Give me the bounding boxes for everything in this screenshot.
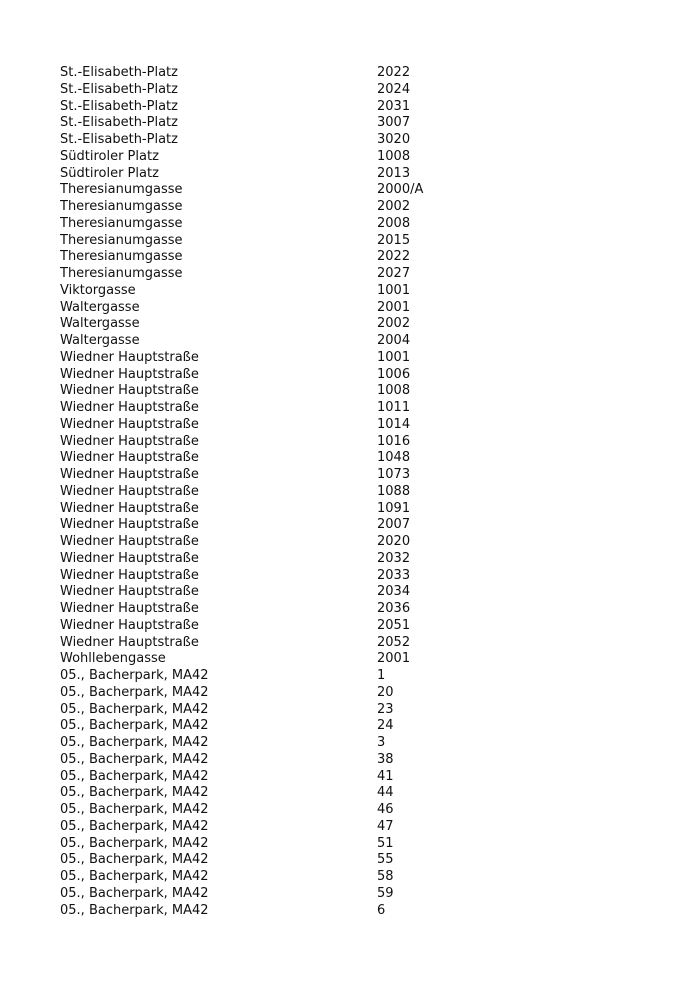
street-cell: Waltergasse	[60, 299, 140, 315]
street-cell: Wiedner Hauptstraße	[60, 467, 199, 482]
number-cell: 59	[377, 885, 394, 901]
table-row	[60, 601, 480, 618]
street-cell: St.-Elisabeth-Platz	[60, 132, 178, 147]
table-row	[60, 249, 480, 266]
street-cell: St.-Elisabeth-Platz	[60, 81, 178, 97]
number-cell: 2031	[377, 98, 411, 114]
number-cell: 44	[377, 785, 394, 801]
number-cell: 1008	[377, 383, 411, 399]
number-cell: 3	[377, 735, 386, 750]
number-cell: 2004	[377, 333, 411, 348]
street-cell: Wiedner Hauptstraße	[60, 534, 199, 549]
street-cell: Theresianumgasse	[60, 249, 183, 265]
table-row	[60, 568, 480, 585]
table-row	[60, 216, 480, 233]
street-cell: St.-Elisabeth-Platz	[60, 65, 178, 80]
table-row	[60, 132, 480, 149]
number-cell: 1091	[377, 500, 411, 516]
street-cell: Wohllebengasse	[60, 651, 166, 667]
street-cell: 05., Bacherpark, MA42	[60, 768, 209, 784]
table-row	[60, 852, 480, 869]
table-row	[60, 702, 480, 719]
number-cell: 2051	[377, 617, 411, 633]
street-cell: Wiedner Hauptstraße	[60, 450, 199, 466]
street-cell: 05., Bacherpark, MA42	[60, 852, 209, 868]
table-row	[60, 668, 480, 685]
address-table	[60, 65, 480, 919]
street-cell: Wiedner Hauptstraße	[60, 500, 199, 516]
table-row	[60, 635, 480, 652]
number-cell: 1008	[377, 148, 411, 164]
number-cell: 20	[377, 684, 394, 700]
number-cell: 2052	[377, 634, 411, 650]
number-cell: 55	[377, 852, 394, 868]
number-cell: 3020	[377, 132, 411, 147]
street-cell: Wiedner Hauptstraße	[60, 366, 199, 382]
number-cell: 1073	[377, 467, 411, 482]
number-cell: 2007	[377, 517, 411, 533]
street-cell: Wiedner Hauptstraße	[60, 584, 199, 600]
table-row	[60, 333, 480, 350]
street-cell: 05., Bacherpark, MA42	[60, 818, 209, 834]
table-row	[60, 802, 480, 819]
table-row	[60, 434, 480, 451]
table-row	[60, 283, 480, 300]
street-cell: Wiedner Hauptstraße	[60, 383, 199, 399]
number-cell: 2033	[377, 567, 411, 583]
table-row	[60, 450, 480, 467]
table-row	[60, 785, 480, 802]
table-row	[60, 501, 480, 518]
street-cell: Waltergasse	[60, 316, 140, 332]
table-row	[60, 350, 480, 367]
number-cell: 1001	[377, 282, 411, 298]
number-cell: 51	[377, 835, 394, 851]
number-cell: 2000/A	[377, 182, 424, 198]
table-row	[60, 651, 480, 668]
table-row	[60, 115, 480, 132]
street-cell: 05., Bacherpark, MA42	[60, 869, 209, 884]
street-cell: Wiedner Hauptstraße	[60, 634, 199, 650]
table-row	[60, 903, 480, 920]
number-cell: 2008	[377, 215, 411, 231]
number-cell: 46	[377, 802, 394, 817]
table-row	[60, 417, 480, 434]
table-row	[60, 199, 480, 216]
number-cell: 2015	[377, 232, 411, 248]
number-cell: 2036	[377, 601, 411, 616]
street-cell: 05., Bacherpark, MA42	[60, 735, 209, 750]
table-row	[60, 65, 480, 82]
street-cell: 05., Bacherpark, MA42	[60, 701, 209, 717]
table-row	[60, 300, 480, 317]
number-cell: 3007	[377, 115, 411, 131]
street-cell: 05., Bacherpark, MA42	[60, 835, 209, 851]
table-row	[60, 869, 480, 886]
table-row	[60, 149, 480, 166]
number-cell: 2020	[377, 534, 411, 549]
table-row	[60, 534, 480, 551]
street-cell: 05., Bacherpark, MA42	[60, 684, 209, 700]
number-cell: 2002	[377, 199, 411, 214]
number-cell: 23	[377, 701, 394, 717]
table-row	[60, 266, 480, 283]
street-cell: Theresianumgasse	[60, 182, 183, 198]
table-row	[60, 718, 480, 735]
street-cell: St.-Elisabeth-Platz	[60, 98, 178, 114]
table-row	[60, 467, 480, 484]
street-cell: Wiedner Hauptstraße	[60, 349, 199, 365]
table-row	[60, 383, 480, 400]
number-cell: 1016	[377, 433, 411, 449]
table-row	[60, 836, 480, 853]
table-row	[60, 517, 480, 534]
street-cell: Wiedner Hauptstraße	[60, 416, 199, 432]
number-cell: 1	[377, 668, 386, 683]
number-cell: 1088	[377, 483, 411, 499]
number-cell: 38	[377, 751, 394, 767]
street-cell: Wiedner Hauptstraße	[60, 567, 199, 583]
number-cell: 1048	[377, 450, 411, 466]
table-row	[60, 886, 480, 903]
number-cell: 2027	[377, 266, 411, 281]
street-cell: Theresianumgasse	[60, 199, 183, 214]
table-row	[60, 551, 480, 568]
street-cell: St.-Elisabeth-Platz	[60, 115, 178, 131]
street-cell: Wiedner Hauptstraße	[60, 601, 199, 616]
street-cell: 05., Bacherpark, MA42	[60, 885, 209, 901]
number-cell: 2022	[377, 249, 411, 265]
table-row	[60, 735, 480, 752]
number-cell: 1001	[377, 349, 411, 365]
street-cell: Wiedner Hauptstraße	[60, 517, 199, 533]
street-cell: Wiedner Hauptstraße	[60, 400, 199, 415]
number-cell: 2002	[377, 316, 411, 332]
number-cell: 2013	[377, 165, 411, 181]
table-row	[60, 752, 480, 769]
number-cell: 1011	[377, 400, 411, 415]
street-cell: Theresianumgasse	[60, 266, 183, 281]
street-cell: Viktorgasse	[60, 282, 136, 298]
table-row	[60, 584, 480, 601]
number-cell: 1014	[377, 416, 411, 432]
table-row	[60, 685, 480, 702]
table-row	[60, 819, 480, 836]
number-cell: 2001	[377, 651, 411, 667]
street-cell: 05., Bacherpark, MA42	[60, 785, 209, 801]
number-cell: 6	[377, 902, 386, 918]
table-row	[60, 166, 480, 183]
street-cell: Waltergasse	[60, 333, 140, 348]
number-cell: 2034	[377, 584, 411, 600]
table-row	[60, 769, 480, 786]
street-cell: Wiedner Hauptstraße	[60, 617, 199, 633]
street-cell: 05., Bacherpark, MA42	[60, 751, 209, 767]
table-row	[60, 233, 480, 250]
street-cell: Theresianumgasse	[60, 215, 183, 231]
number-cell: 1006	[377, 366, 411, 382]
number-cell: 2001	[377, 299, 411, 315]
number-cell: 58	[377, 869, 394, 884]
street-cell: Südtiroler Platz	[60, 148, 159, 164]
street-cell: 05., Bacherpark, MA42	[60, 668, 209, 683]
number-cell: 41	[377, 768, 394, 784]
street-cell: 05., Bacherpark, MA42	[60, 718, 209, 734]
table-row	[60, 618, 480, 635]
table-row	[60, 82, 480, 99]
street-cell: 05., Bacherpark, MA42	[60, 802, 209, 817]
number-cell: 2022	[377, 65, 411, 80]
number-cell: 2032	[377, 550, 411, 566]
table-row	[60, 367, 480, 384]
number-cell: 24	[377, 718, 394, 734]
number-cell: 47	[377, 818, 394, 834]
table-row	[60, 99, 480, 116]
street-cell: Wiedner Hauptstraße	[60, 483, 199, 499]
table-row	[60, 182, 480, 199]
street-cell: Theresianumgasse	[60, 232, 183, 248]
street-cell: 05., Bacherpark, MA42	[60, 902, 209, 918]
street-cell: Wiedner Hauptstraße	[60, 433, 199, 449]
table-row	[60, 484, 480, 501]
table-row	[60, 316, 480, 333]
street-cell: Südtiroler Platz	[60, 165, 159, 181]
number-cell: 2024	[377, 81, 411, 97]
street-cell: Wiedner Hauptstraße	[60, 550, 199, 566]
table-row	[60, 400, 480, 417]
